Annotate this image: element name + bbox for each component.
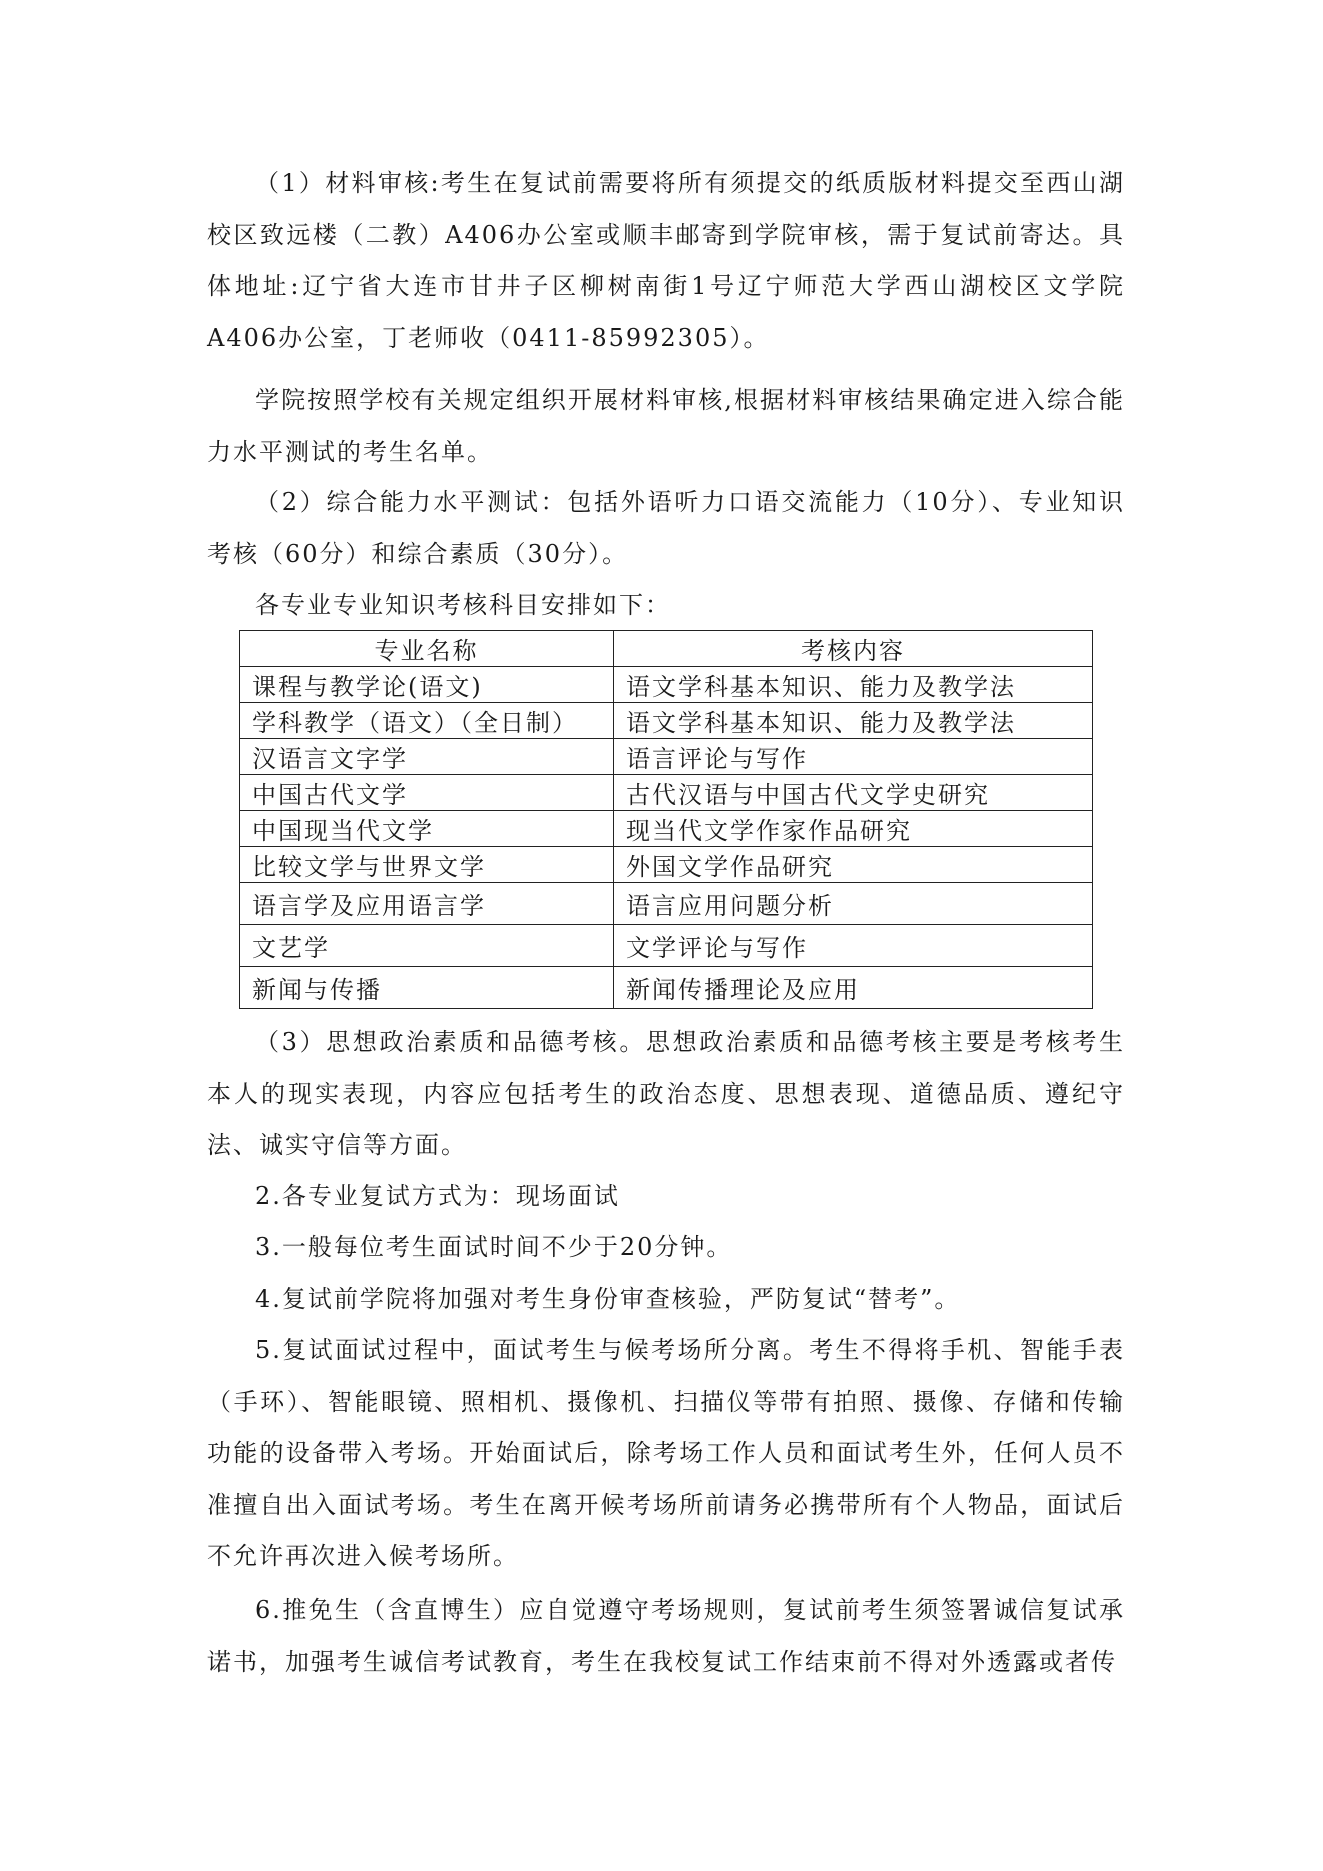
table-row bbox=[240, 739, 1093, 775]
table-cell-major: 课程与教学论(语文) bbox=[240, 667, 614, 703]
table-cell-content: 外国文学作品研究 bbox=[614, 847, 1093, 883]
paragraph-table-intro: 各专业专业知识考核科目安排如下： bbox=[255, 591, 671, 619]
table-cell-content: 语文学科基本知识、能力及教学法 bbox=[614, 667, 1093, 703]
table-cell-content: 现当代文学作家作品研究 bbox=[614, 811, 1093, 847]
paragraph-political-review: （3）思想政治素质和品德考核。思想政治素质和品德考核主要是考核考生本人的现实表现，内容应包括考生的政治态度、思想表现、道德品质、遵纪守法、诚实守信等方面。 bbox=[207, 1028, 1125, 1159]
table-header-content: 考核内容 bbox=[614, 631, 1093, 667]
paragraph-review-process: 学院按照学校有关规定组织开展材料审核,根据材料审核结果确定进入综合能力水平测试的考生名单。 bbox=[207, 386, 1125, 466]
table-cell-content: 语文学科基本知识、能力及教学法 bbox=[614, 703, 1093, 739]
paragraph-interview-format: 2.各专业复试方式为：现场面试 bbox=[255, 1182, 620, 1210]
paragraph-material-review: （1）材料审核:考生在复试前需要将所有须提交的纸质版材料提交至西山湖校区致远楼（二教）A406办公室或顺丰邮寄到学院审核，需于复试前寄达。具体地址:辽宁省大连市甘井子区柳树南街1号辽宁师范大学西山湖校区文学院A406办公室，丁老师收（0411-85992305）。 bbox=[207, 169, 1125, 352]
table-row bbox=[240, 811, 1093, 847]
table-header-major: 专业名称 bbox=[240, 631, 614, 667]
table-cell-major: 比较文学与世界文学 bbox=[240, 847, 614, 883]
paragraph-identity-check: 4.复试前学院将加强对考生身份审查核验，严防复试“替考”。 bbox=[255, 1285, 961, 1313]
table-row bbox=[240, 847, 1093, 883]
table-row bbox=[240, 967, 1093, 1009]
table-cell-content: 语言应用问题分析 bbox=[614, 883, 1093, 925]
table-cell-major: 汉语言文字学 bbox=[240, 739, 614, 775]
table-row bbox=[240, 703, 1093, 739]
table-cell-content: 新闻传播理论及应用 bbox=[614, 967, 1093, 1009]
table-cell-content: 语言评论与写作 bbox=[614, 739, 1093, 775]
table-row bbox=[240, 667, 1093, 703]
table-cell-content: 古代汉语与中国古代文学史研究 bbox=[614, 775, 1093, 811]
table-cell-major: 新闻与传播 bbox=[240, 967, 614, 1009]
paragraph-interview-duration: 3.一般每位考生面试时间不少于20分钟。 bbox=[255, 1233, 733, 1261]
table-cell-content: 文学评论与写作 bbox=[614, 925, 1093, 967]
table-header-row bbox=[240, 631, 1093, 667]
table-cell-major: 文艺学 bbox=[240, 925, 614, 967]
table-cell-major: 语言学及应用语言学 bbox=[240, 883, 614, 925]
table-cell-major: 中国现当代文学 bbox=[240, 811, 614, 847]
table-row bbox=[240, 883, 1093, 925]
paragraph-interview-rules: 5.复试面试过程中，面试考生与候考场所分离。考生不得将手机、智能手表（手环）、智能眼镜、照相机、摄像机、扫描仪等带有拍照、摄像、存储和传输功能的设备带入考场。开始面试后，除考场工作人员和面试考生外，任何人员不准擅自出入面试考场。考生在离开候考场所前请务必携带所有个人物品，面试后不允许再次进入候考场所。 bbox=[207, 1336, 1125, 1570]
subjects-table bbox=[239, 630, 1093, 1009]
table-cell-major: 中国古代文学 bbox=[240, 775, 614, 811]
table-cell-major: 学科教学（语文）（全日制） bbox=[240, 703, 614, 739]
table-row bbox=[240, 775, 1093, 811]
table-row bbox=[240, 925, 1093, 967]
paragraph-integrity-pledge: 6.推免生（含直博生）应自觉遵守考场规则，复试前考生须签署诚信复试承诺书，加强考生诚信考试教育，考生在我校复试工作结束前不得对外透露或者传 bbox=[207, 1596, 1125, 1676]
paragraph-comprehensive-test: （2）综合能力水平测试：包括外语听力口语交流能力（10分）、专业知识考核（60分）和综合素质（30分）。 bbox=[207, 488, 1125, 568]
